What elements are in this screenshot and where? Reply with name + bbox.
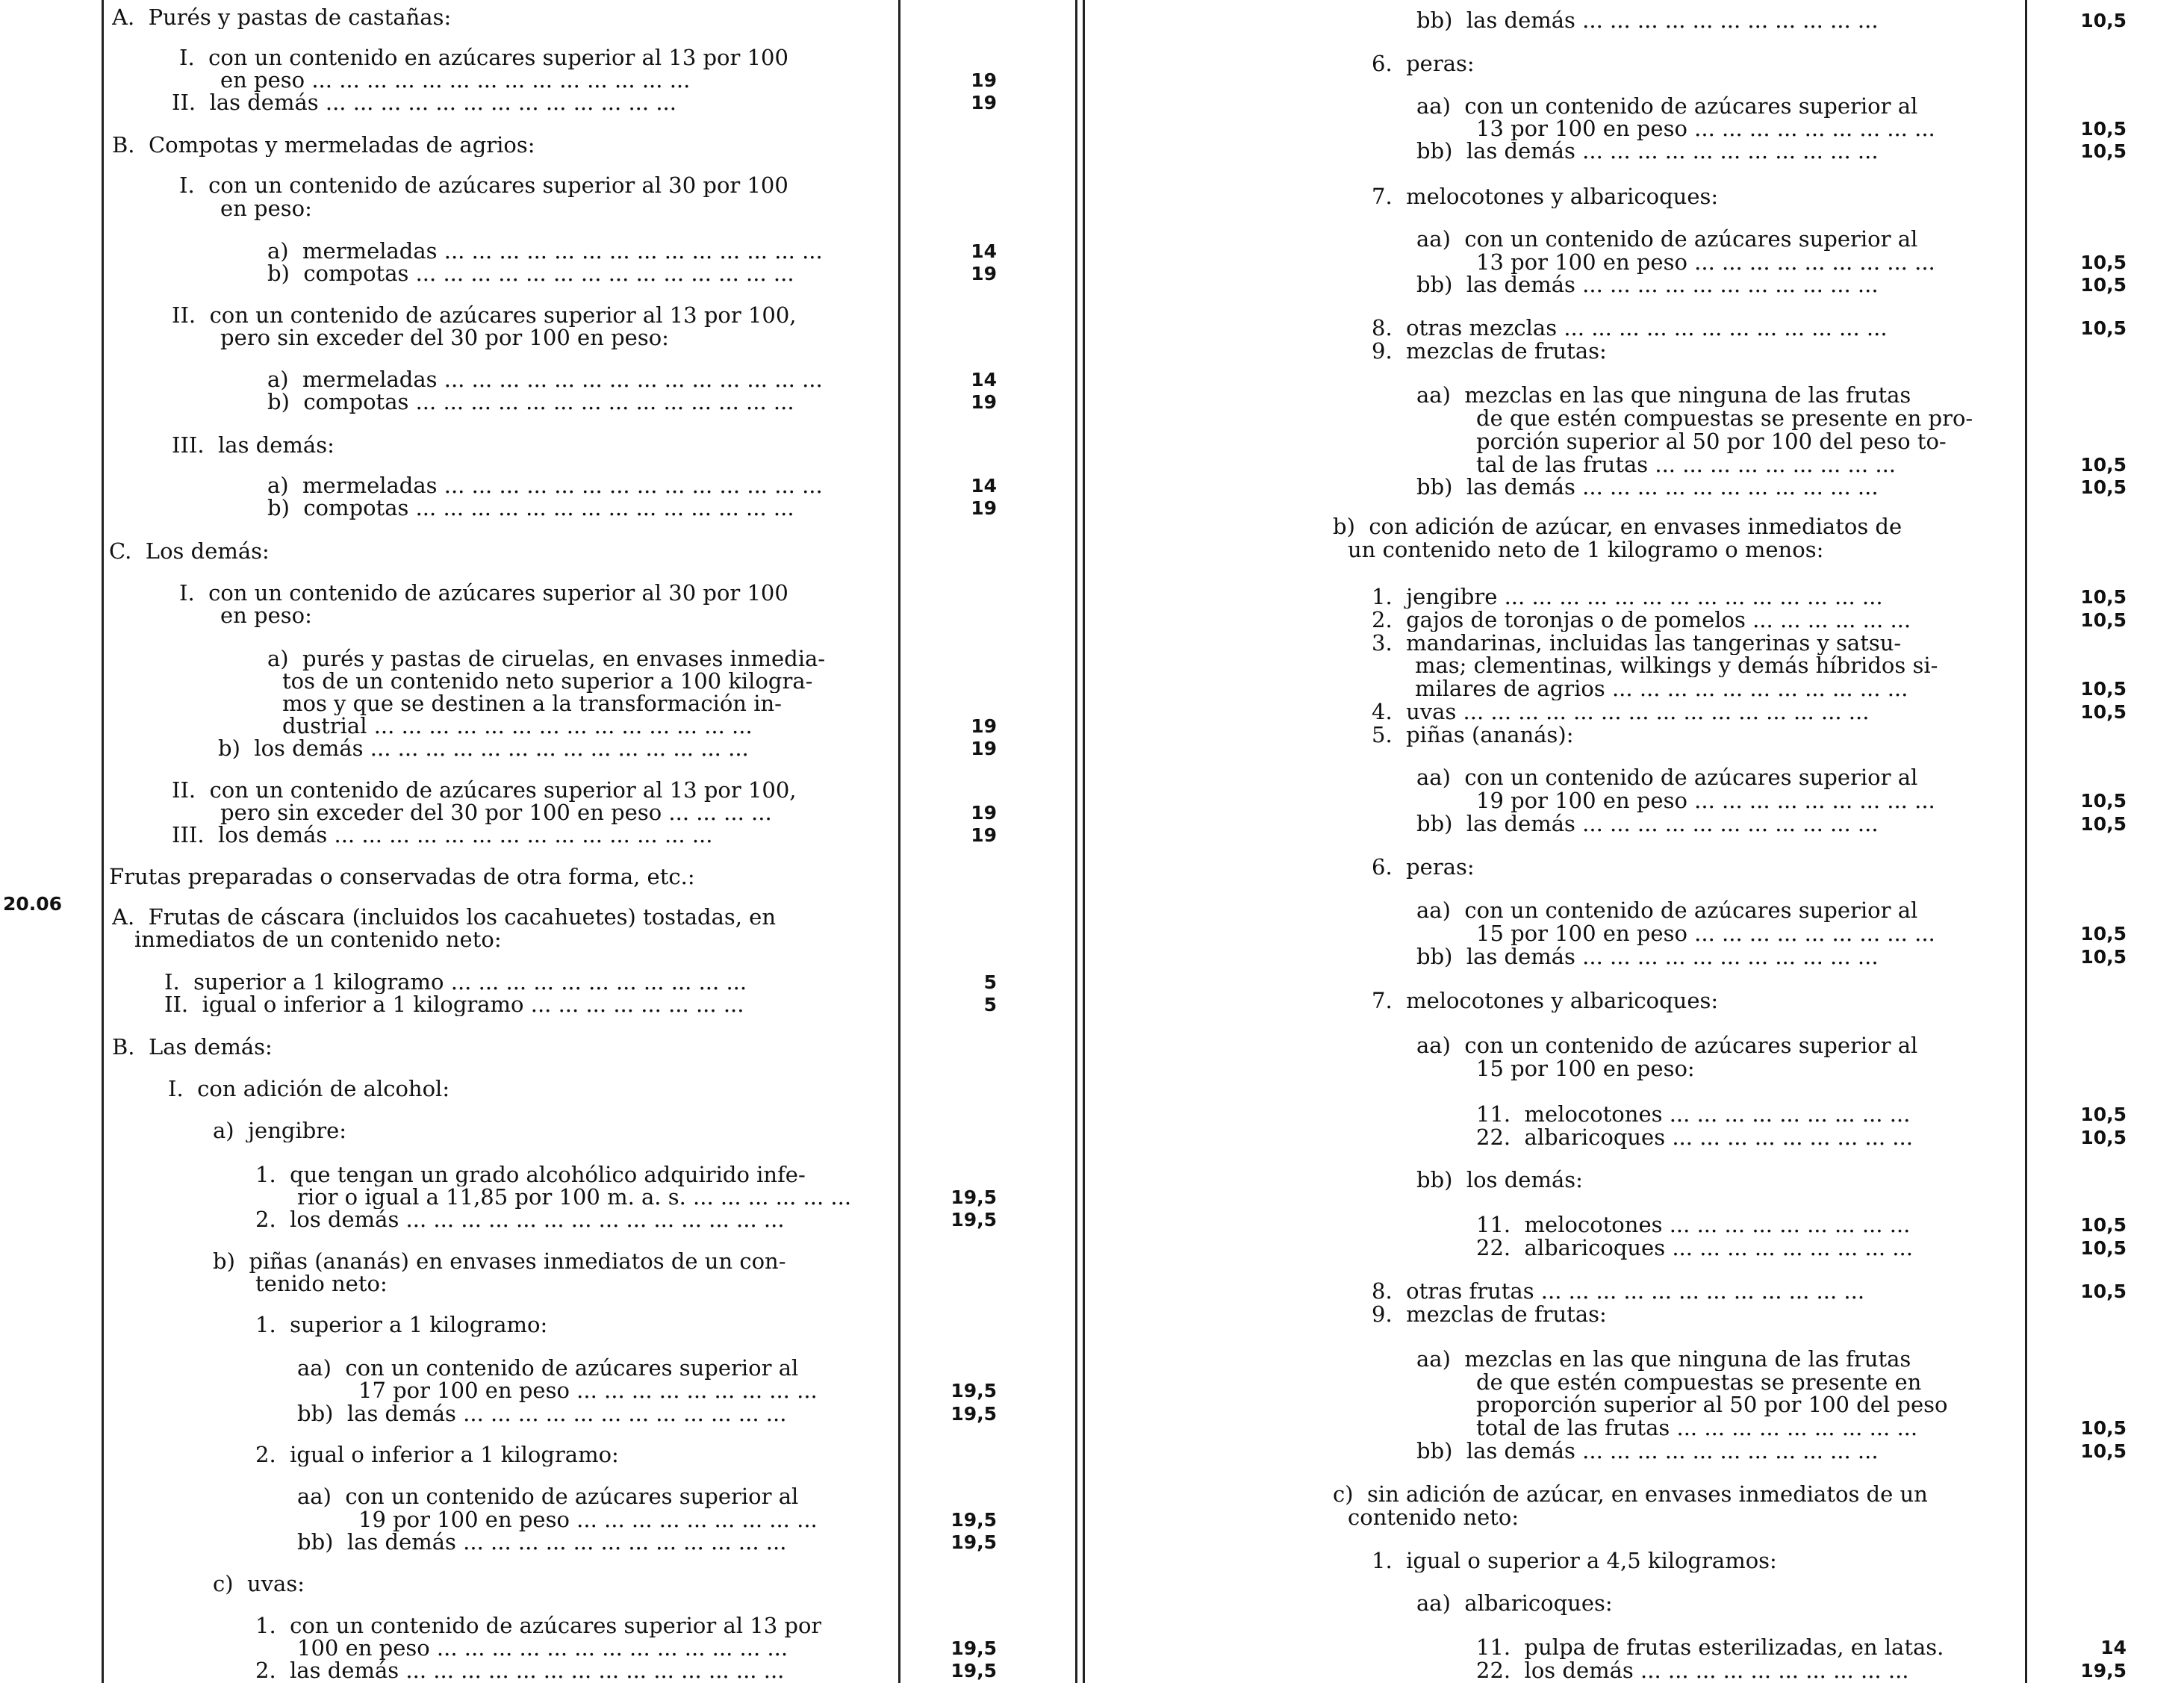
row-description: 1. igual o superior a 4,5 kilogramos: [1372,1549,1777,1572]
row-description: 2. gajos de toronjas o de pomelos ... ... ... ... ... ... [1372,609,1911,632]
row-description: 19 por 100 en peso ... ... ... ... ... ... ... ... ... [1476,789,1935,812]
row-description: bb) las demás ... ... ... ... ... ... ... ... ... ... ... [1416,945,1879,968]
row-description: aa) con un contenido de azúcares superior al [1416,95,1918,118]
row-description: mas; clementinas, wilkings y demás híbridos si- [1415,654,1938,677]
row-description: aa) albaricoques: [1416,1592,1613,1615]
row-description: a) mermeladas ... ... ... ... ... ... ... ... ... ... ... ... ... ... [267,474,823,497]
row-description: bb) las demás ... ... ... ... ... ... ... ... ... ... ... [1416,1440,1879,1463]
row-description: I. con un contenido de azúcares superior al 30 por 100 [179,582,788,605]
row-description: bb) las demás ... ... ... ... ... ... ... ... ... ... ... [1416,273,1879,296]
row-description: b) compotas ... ... ... ... ... ... ... ... ... ... ... ... ... ... [267,391,794,414]
row-description: I. superior a 1 kilogramo ... ... ... ... ... ... ... ... ... ... ... [164,971,747,994]
gutter-rule-b [1083,0,1085,1683]
row-description: 19 por 100 en peso ... ... ... ... ... ... ... ... ... [358,1508,818,1531]
row-rate: 19 [971,497,997,519]
row-description: pero sin exceder del 30 por 100 en peso: [220,326,669,349]
row-description: aa) con un contenido de azúcares superior al [1416,766,1918,789]
row-description: I. con un contenido en azúcares superior al 13 por 100 [179,46,788,69]
row-description: b) compotas ... ... ... ... ... ... ... ... ... ... ... ... ... ... [267,497,794,520]
right-column [1090,0,2184,1683]
left-column [0,0,1075,1683]
row-rate: 10,5 [2080,252,2127,273]
row-description: B. Compotas y mermeladas de agrios: [112,134,535,157]
row-description: 6. peras: [1372,856,1475,879]
row-rate: 10,5 [2080,1417,2127,1439]
row-description: II. con un contenido de azúcares superior al 13 por 100, [172,304,797,327]
row-description: 6. peras: [1372,52,1475,75]
row-description: 13 por 100 en peso ... ... ... ... ... ... ... ... ... [1476,251,1935,274]
row-description: 2. igual o inferior a 1 kilogramo: [255,1443,619,1466]
row-description: 1. con un contenido de azúcares superior al 13 por [255,1614,822,1637]
row-rate: 19 [971,263,997,284]
row-rate: 19 [971,824,997,846]
row-rate: 10,5 [2080,790,2127,812]
row-description: bb) las demás ... ... ... ... ... ... ... ... ... ... ... [1416,476,1879,499]
row-description: de que estén compuestas se presente en pro- [1476,407,1973,430]
row-rate: 5 [983,971,997,993]
row-rate: 10,5 [2080,1214,2127,1236]
row-description: porción superior al 50 por 100 del peso to- [1476,430,1947,453]
row-description: 11. melocotones ... ... ... ... ... ... ... ... ... [1476,1103,1911,1126]
row-description: C. Los demás: [109,540,270,563]
row-description: bb) las demás ... ... ... ... ... ... ... ... ... ... ... ... [297,1402,787,1425]
row-rate: 19 [971,391,997,413]
row-rate: 10,5 [2080,586,2127,608]
row-rate: 19 [971,802,997,824]
row-description: c) uvas: [213,1572,305,1596]
row-description: 8. otras mezclas ... ... ... ... ... ... ... ... ... ... ... ... [1372,317,1888,340]
row-description: mos y que se destinen a la transformación in- [282,692,782,715]
row-description: bb) los demás: [1416,1169,1583,1192]
row-description: rior o igual a 11,85 por 100 m. a. s. ... ... ... ... ... ... [297,1186,852,1209]
row-description: B. Las demás: [112,1036,273,1059]
row-description: pero sin exceder del 30 por 100 en peso ... ... ... ... [220,801,772,824]
row-description: 9. mezclas de frutas: [1372,340,1607,363]
row-description: bb) las demás ... ... ... ... ... ... ... ... ... ... ... [1416,812,1879,836]
row-description: 11. pulpa de frutas esterilizadas, en latas. [1476,1636,1944,1659]
row-description: a) jengibre: [213,1119,347,1142]
row-description: de que estén compuestas se presente en [1476,1371,1922,1394]
row-description: III. las demás: [172,434,335,457]
row-description: 22. albaricoques ... ... ... ... ... ... ... ... ... [1476,1236,1913,1260]
row-description: 22. albaricoques ... ... ... ... ... ... ... ... ... [1476,1126,1913,1149]
row-description: II. las demás ... ... ... ... ... ... ... ... ... ... ... ... ... [172,91,676,114]
row-description: 22. los demás ... ... ... ... ... ... ... ... ... ... [1476,1659,1909,1682]
row-description: 5. piñas (ananás): [1372,724,1574,747]
row-description: 8. otras frutas ... ... ... ... ... ... ... ... ... ... ... ... [1372,1280,1865,1303]
row-description: en peso: [220,604,312,627]
row-description: total de las frutas ... ... ... ... ... ... ... ... ... [1476,1416,1918,1440]
row-description: A. Purés y pastas de castañas: [112,6,452,29]
row-rate: 19,5 [951,1186,997,1208]
row-description: inmediatos de un contenido neto: [134,928,502,951]
row-rate: 10,5 [2080,946,2127,968]
row-description: b) compotas ... ... ... ... ... ... ... ... ... ... ... ... ... ... [267,262,794,285]
row-rate: 19,5 [951,1403,997,1425]
row-rate: 19,5 [951,1509,997,1531]
row-rate: 19 [971,92,997,113]
row-rate: 10,5 [2080,1237,2127,1259]
row-rate: 19,5 [2080,1660,2127,1682]
row-rate: 19,5 [951,1660,997,1682]
row-description: b) piñas (ananás) en envases inmediatos de un con- [213,1250,786,1273]
row-description: 13 por 100 en peso ... ... ... ... ... ... ... ... ... [1476,117,1935,140]
row-rate: 10,5 [2080,1281,2127,1302]
row-rate: 10,5 [2080,118,2127,140]
row-rate: 19,5 [951,1380,997,1402]
row-description: aa) mezclas en las que ninguna de las frutas [1416,1348,1911,1371]
row-description: a) mermeladas ... ... ... ... ... ... ... ... ... ... ... ... ... ... [267,240,823,263]
row-rate: 19,5 [951,1531,997,1553]
row-description: a) purés y pastas de ciruelas, en envases inmedia- [267,647,826,671]
row-description: aa) con un contenido de azúcares superior al [297,1357,799,1380]
row-description: 2. las demás ... ... ... ... ... ... ... ... ... ... ... ... ... ... [255,1659,785,1682]
row-description: 7. melocotones y albaricoques: [1372,989,1719,1012]
row-rate: 10,5 [2080,454,2127,476]
row-description: 11. melocotones ... ... ... ... ... ... ... ... ... [1476,1213,1911,1236]
row-description: b) los demás ... ... ... ... ... ... ... ... ... ... ... ... ... ... [218,737,749,760]
row-description: Frutas preparadas o conservadas de otra forma, etc.: [109,865,695,889]
row-description: III. los demás ... ... ... ... ... ... ... ... ... ... ... ... ... ... [172,824,713,847]
row-description: c) sin adición de azúcar, en envases inmediatos de un [1333,1483,1928,1506]
row-description: bb) las demás ... ... ... ... ... ... ... ... ... ... ... [1416,140,1879,163]
row-description: tal de las frutas ... ... ... ... ... ... ... ... ... [1476,453,1897,476]
row-rate: 5 [983,994,997,1015]
row-description: aa) con un contenido de azúcares superior al [1416,1034,1918,1057]
row-rate: 10,5 [2080,923,2127,945]
row-description: 15 por 100 en peso ... ... ... ... ... ... ... ... ... [1476,922,1935,945]
row-description: 1. superior a 1 kilogramo: [255,1313,548,1337]
row-description: aa) mezclas en las que ninguna de las frutas [1416,384,1911,407]
row-rate: 10,5 [2080,140,2127,162]
row-description: milares de agrios ... ... ... ... ... ... ... ... ... ... ... [1415,677,1908,700]
row-description: 9. mezclas de frutas: [1372,1303,1607,1326]
row-description: aa) con un contenido de azúcares superior al [297,1485,799,1508]
row-description: II. con un contenido de azúcares superior al 13 por 100, [172,779,797,802]
row-description: tenido neto: [255,1272,388,1295]
row-rate: 14 [971,475,997,497]
row-description: I. con adición de alcohol: [168,1077,450,1101]
row-description: bb) las demás ... ... ... ... ... ... ... ... ... ... ... ... [297,1531,787,1554]
row-description: I. con un contenido de azúcares superior al 30 por 100 [179,174,788,197]
gutter-rule-a [1075,0,1077,1683]
row-rate: 10,5 [2080,1104,2127,1125]
row-rate: 19,5 [951,1209,997,1231]
row-description: en peso: [220,197,312,220]
row-description: en peso ... ... ... ... ... ... ... ... ... ... ... ... ... ... [220,69,691,92]
row-description: aa) con un contenido de azúcares superior al [1416,899,1918,922]
row-rate: 19 [971,738,997,759]
row-rate: 19 [971,69,997,91]
row-rate: 19 [971,715,997,737]
row-rate: 10,5 [2080,1440,2127,1462]
row-rate: 14 [971,240,997,262]
row-rate: 19,5 [951,1637,997,1659]
row-rate: 10,5 [2080,678,2127,700]
row-rate: 10,5 [2080,813,2127,835]
row-rate: 10,5 [2080,274,2127,296]
row-rate: 10,5 [2080,317,2127,339]
row-description: 3. mandarinas, incluidas las tangerinas y satsu- [1372,632,1902,655]
row-description: 100 en peso ... ... ... ... ... ... ... ... ... ... ... ... ... [297,1637,788,1660]
row-description: 2. los demás ... ... ... ... ... ... ... ... ... ... ... ... ... ... [255,1208,785,1231]
row-rate: 10,5 [2080,1127,2127,1148]
row-description: contenido neto: [1348,1506,1519,1529]
row-description: b) con adición de azúcar, en envases inmediatos de [1333,515,1903,538]
row-description: un contenido neto de 1 kilogramo o menos: [1348,538,1824,561]
row-rate: 14 [2100,1637,2127,1658]
row-description: 7. melocotones y albaricoques: [1372,185,1719,208]
row-description: 1. que tengan un grado alcohólico adquirido infe- [255,1163,806,1186]
row-rate: 10,5 [2080,476,2127,498]
row-description: 15 por 100 en peso: [1476,1057,1695,1080]
row-description: 17 por 100 en peso ... ... ... ... ... ... ... ... ... [358,1379,818,1402]
row-description: 4. uvas ... ... ... ... ... ... ... ... ... ... ... ... ... ... ... [1372,700,1870,724]
row-rate: 14 [971,369,997,391]
row-description: dustrial ... ... ... ... ... ... ... ... ... ... ... ... ... ... [282,715,753,738]
row-description: aa) con un contenido de azúcares superior al [1416,228,1918,251]
row-description: tos de un contenido neto superior a 100 kilogra- [282,670,813,693]
row-description: A. Frutas de cáscara (incluidos los cacahuetes) tostadas, en [112,906,777,929]
row-rate: 10,5 [2080,609,2127,631]
row-description: proporción superior al 50 por 100 del peso [1476,1393,1948,1416]
heading-code: 20.06 [3,893,63,915]
row-rate: 10,5 [2080,10,2127,31]
row-description: II. igual o inferior a 1 kilogramo ... ... ... ... ... ... ... ... [164,993,744,1016]
row-description: bb) las demás ... ... ... ... ... ... ... ... ... ... ... [1416,9,1879,32]
row-description: a) mermeladas ... ... ... ... ... ... ... ... ... ... ... ... ... ... [267,368,823,391]
row-description: 1. jengibre ... ... ... ... ... ... ... ... ... ... ... ... ... ... [1372,585,1883,609]
row-rate: 10,5 [2080,701,2127,723]
